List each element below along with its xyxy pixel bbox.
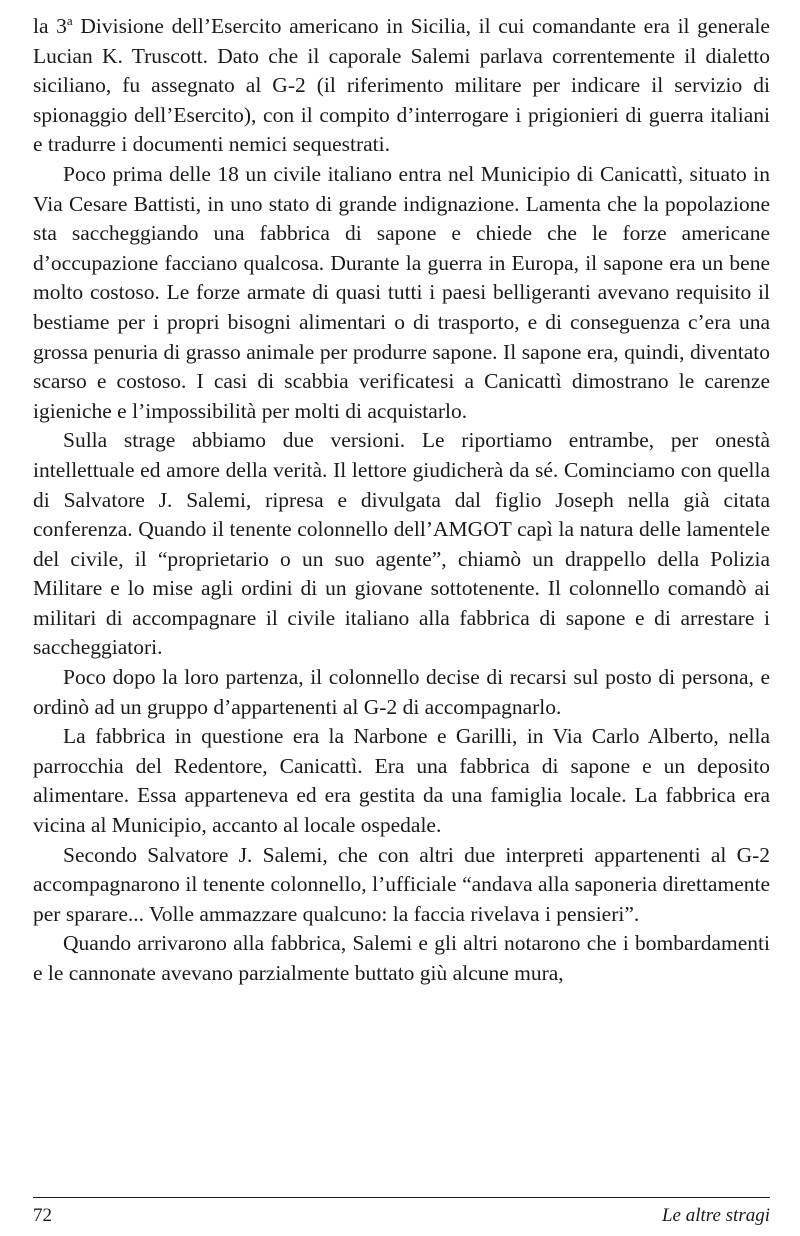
- paragraph-5: La fabbrica in questione era la Narbone e Garilli, in Via Carlo Alberto, nella parrocchia del Redentore, Canicattì. Era una fabbrica di sapone e un deposito alimentare. Essa apparteneva ed era gestita da una famiglia locale. La fabbrica era vicina al Municipio, accanto al locale ospedale.: [33, 724, 770, 838]
- paragraph-2: Poco prima delle 18 un civile italiano entra nel Municipio di Canicattì, situato in Via Cesare Battisti, in uno stato di grande indignazione. Lamenta che la popolazione sta saccheggiando una fabbrica di sapone e chiede che le forze americane d’occupazione facciano qualcosa. Durante la guerra in Europa, il sapone era un bene molto costoso. Le forze armate di quasi tutti i paesi belligeranti avevano requisito il bestiame per i propri bisogni alimentari o di trasporto, e di conseguenza c’era una grossa penuria di grasso animale per produrre sapone. Il sapone era, quindi, diventato scarso e costoso. I casi di scabbia verificatesi a Canicattì dimostrano le carenze igieniche e l’impossibilità per molti di acquistarlo.: [33, 161, 770, 423]
- paragraph-1-text: Divisione dell’Esercito americano in Sicilia, il cui comandante era il generale Lucian K. Truscott. Dato che il caporale Salemi parlava correntemente il dialetto siciliano, fu assegnato al G-2 (il riferimento militare per indicare il servizio di spionaggio dell’Esercito), con il compito d’interrogare i prigionieri di guerra italiani e tradurre i documenti nemici sequestrati.: [33, 14, 770, 157]
- paragraph-6: Secondo Salvatore J. Salemi, che con altri due interpreti appartenenti al G-2 accompagnarono il tenente colonnello, l’ufficiale “andava alla saponeria direttamente per sparare... Volle ammazzare qualcuno: la faccia rivelava i pensieri”.: [33, 842, 770, 926]
- paragraph-4: Poco dopo la loro partenza, il colonnello decise di recarsi sul posto di persona, e ordinò ad un gruppo d’appartenenti al G-2 di accompagnarlo.: [33, 665, 770, 719]
- paragraph-7: Quando arrivarono alla fabbrica, Salemi e gli altri notarono che i bombardamenti e le cannonate avevano parzialmente buttato giù alcune mura,: [33, 931, 770, 985]
- paragraph-3: Sulla strage abbiamo due versioni. Le riportiamo entrambe, per onestà intellettuale ed amore della verità. Il lettore giudicherà da sé. Cominciamo con quella di Salvatore J. Salemi, ripresa e divulgata dal figlio Joseph nella già citata conferenza. Quando il tenente colonnello dell’AMGOT capì la natura delle lamentele del civile, il “proprietario o un suo agente”, chiamò un drappello della Polizia Militare e lo mise agli ordini di un giovane sottotenente. Il colonnello comandò ai militari di accompagnare il civile italiano alla fabbrica di sapone e di arrestare i saccheggiatori.: [33, 428, 770, 660]
- page-number: 72: [33, 1205, 52, 1226]
- paragraph-1-lead: la 3: [33, 14, 67, 38]
- footer-rule: [33, 1197, 770, 1198]
- page-body: [33, 12, 770, 989]
- running-title: Le altre stragi: [661, 1205, 770, 1226]
- paragraph-1: [33, 12, 770, 160]
- ordinal-suffix: a: [66, 12, 73, 28]
